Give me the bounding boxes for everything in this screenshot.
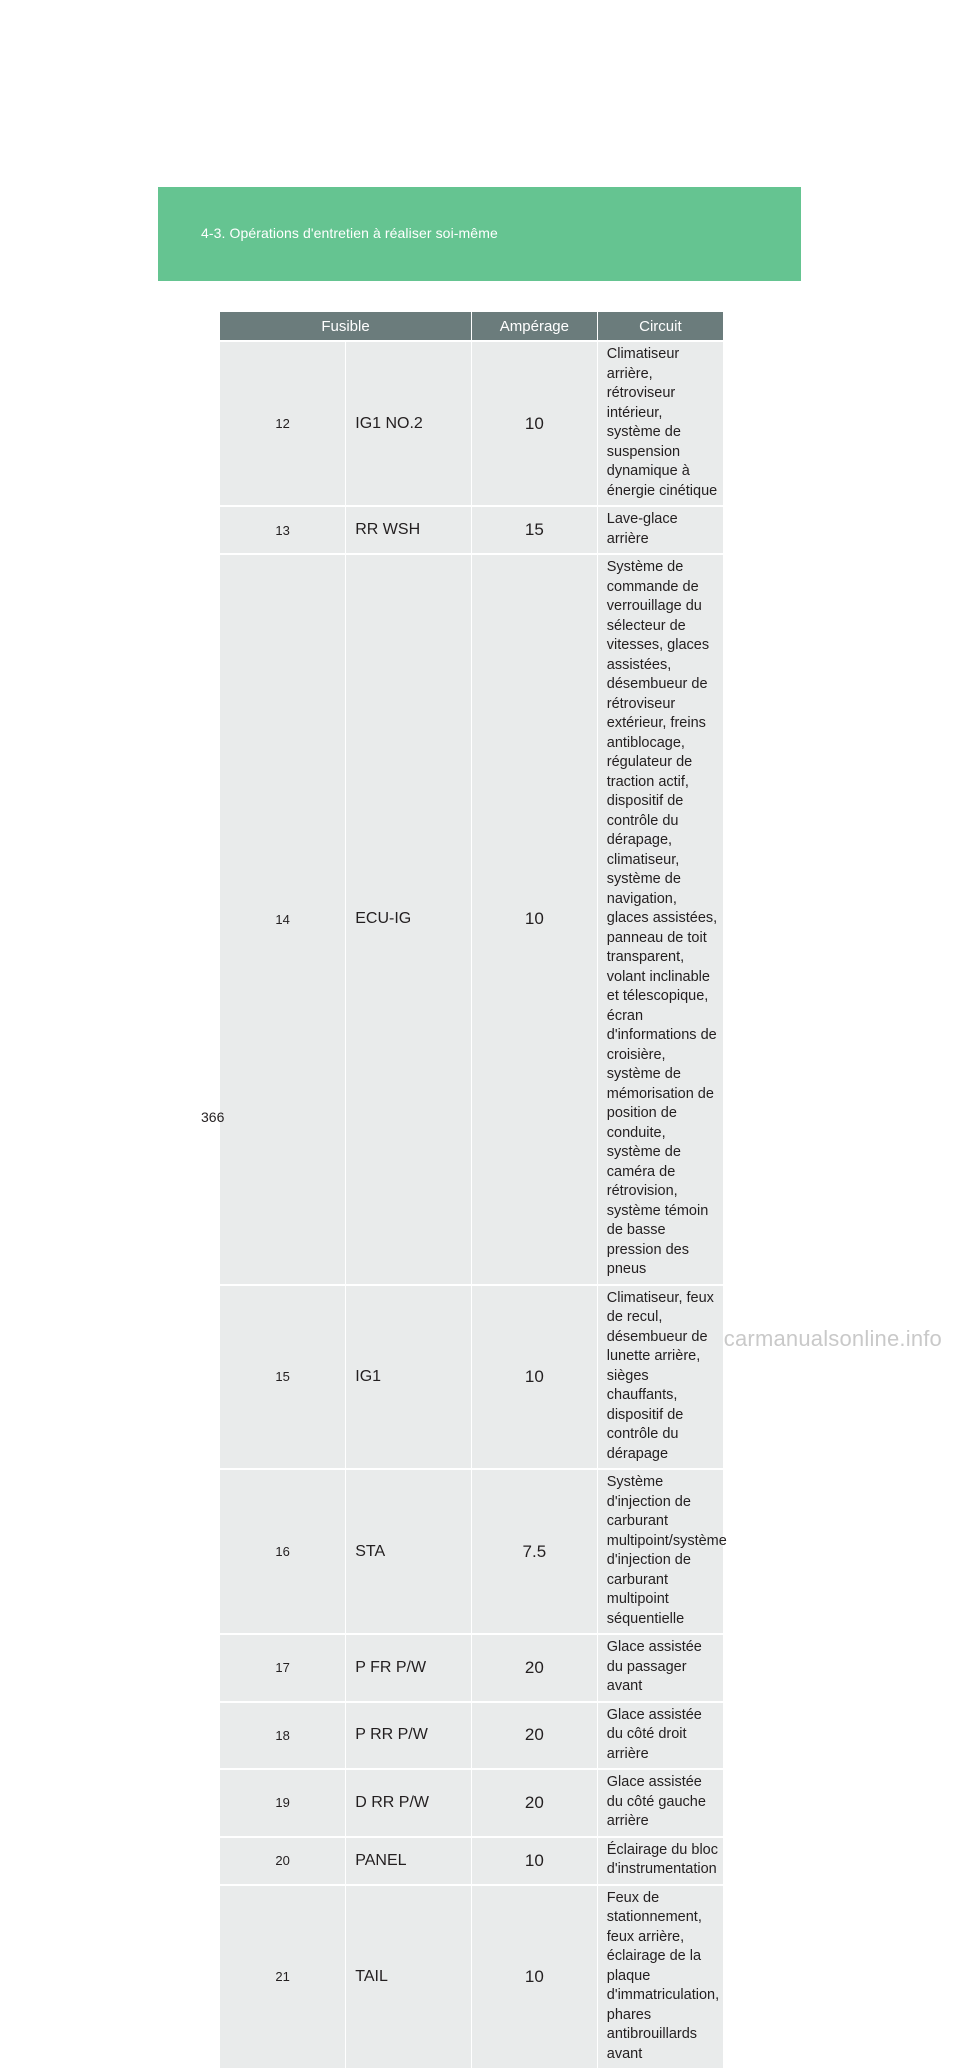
fuse-circuit: Système de commande de verrouillage du sélecteur de vitesses, glaces assistées, désembueur de rétroviseur extérieur, freins antiblocage, régulateur de traction actif, dispositif de contrôle du dérapage, climatiseur, système de navigation, glaces assistées, panneau de toit transparent, volant inclinable et télescopique, écran d'informations de croisière, système de mémorisation de position de conduite, système de caméra de rétrovision, système témoin de basse pression des pneus — [597, 554, 723, 1285]
fuse-number: 12 — [220, 341, 346, 506]
fuse-circuit: Climatiseur arrière, rétroviseur intérieur, système de suspension dynamique à énergie cinétique — [597, 341, 723, 506]
table-row — [220, 1285, 723, 1470]
table-row — [220, 1702, 723, 1770]
fuse-circuit: Lave-glace arrière — [597, 506, 723, 554]
page-number: 366 — [201, 1109, 224, 1125]
fuse-amperage: 20 — [472, 1634, 598, 1702]
fuse-name: ECU-IG — [346, 554, 472, 1285]
column-header-fuse: Fusible — [220, 312, 472, 341]
table-row — [220, 1469, 723, 1634]
fuse-circuit: Climatiseur, feux de recul, désembueur de lunette arrière, sièges chauffants, dispositif de contrôle du dérapage — [597, 1285, 723, 1470]
fuse-amperage: 20 — [472, 1769, 598, 1837]
fuse-name: PANEL — [346, 1837, 472, 1885]
fuse-circuit: Glace assistée du côté gauche arrière — [597, 1769, 723, 1837]
fuse-circuit: Glace assistée du passager avant — [597, 1634, 723, 1702]
table-header-row — [220, 312, 723, 341]
fuse-number: 13 — [220, 506, 346, 554]
fuse-amperage: 10 — [472, 554, 598, 1285]
fuse-number: 19 — [220, 1769, 346, 1837]
fuse-amperage: 10 — [472, 1285, 598, 1470]
table-row — [220, 1837, 723, 1885]
fuse-circuit: Éclairage du bloc d'instrumentation — [597, 1837, 723, 1885]
watermark-text: carmanualsonline.info — [724, 1326, 942, 1352]
fuse-name: D RR P/W — [346, 1769, 472, 1837]
fuse-circuit: Glace assistée du côté droit arrière — [597, 1702, 723, 1770]
fuse-name: RR WSH — [346, 506, 472, 554]
table-row — [220, 554, 723, 1285]
column-header-amperage: Ampérage — [472, 312, 598, 341]
fuse-name: TAIL — [346, 1885, 472, 2068]
table-row — [220, 1634, 723, 1702]
fuse-name: STA — [346, 1469, 472, 1634]
fuse-amperage: 20 — [472, 1702, 598, 1770]
fuse-amperage: 10 — [472, 1885, 598, 2068]
fuse-number: 16 — [220, 1469, 346, 1634]
table-row — [220, 1885, 723, 2068]
fuse-circuit: Feux de stationnement, feux arrière, éclairage de la plaque d'immatriculation, phares antibrouillards avant — [597, 1885, 723, 2068]
fuse-amperage: 10 — [472, 1837, 598, 1885]
column-header-circuit: Circuit — [597, 312, 723, 341]
fuse-number: 20 — [220, 1837, 346, 1885]
table-row — [220, 506, 723, 554]
fuse-name: IG1 — [346, 1285, 472, 1470]
fuse-name: P RR P/W — [346, 1702, 472, 1770]
fuse-name: P FR P/W — [346, 1634, 472, 1702]
fuse-circuit: Système d'injection de carburant multipoint/système d'injection de carburant multipoint séquentielle — [597, 1469, 723, 1634]
fuse-number: 15 — [220, 1285, 346, 1470]
fuse-number: 18 — [220, 1702, 346, 1770]
fuse-amperage: 15 — [472, 506, 598, 554]
section-header-band — [158, 187, 801, 281]
fuse-number: 14 — [220, 554, 346, 1285]
fuse-name: IG1 NO.2 — [346, 341, 472, 506]
fuse-amperage: 7.5 — [472, 1469, 598, 1634]
fuse-number: 17 — [220, 1634, 346, 1702]
table-row — [220, 1769, 723, 1837]
fuse-number: 21 — [220, 1885, 346, 2068]
section-title: 4-3. Opérations d'entretien à réaliser soi-même — [201, 225, 498, 241]
table-row — [220, 341, 723, 506]
fuse-amperage: 10 — [472, 341, 598, 506]
fuse-table — [220, 312, 723, 2068]
